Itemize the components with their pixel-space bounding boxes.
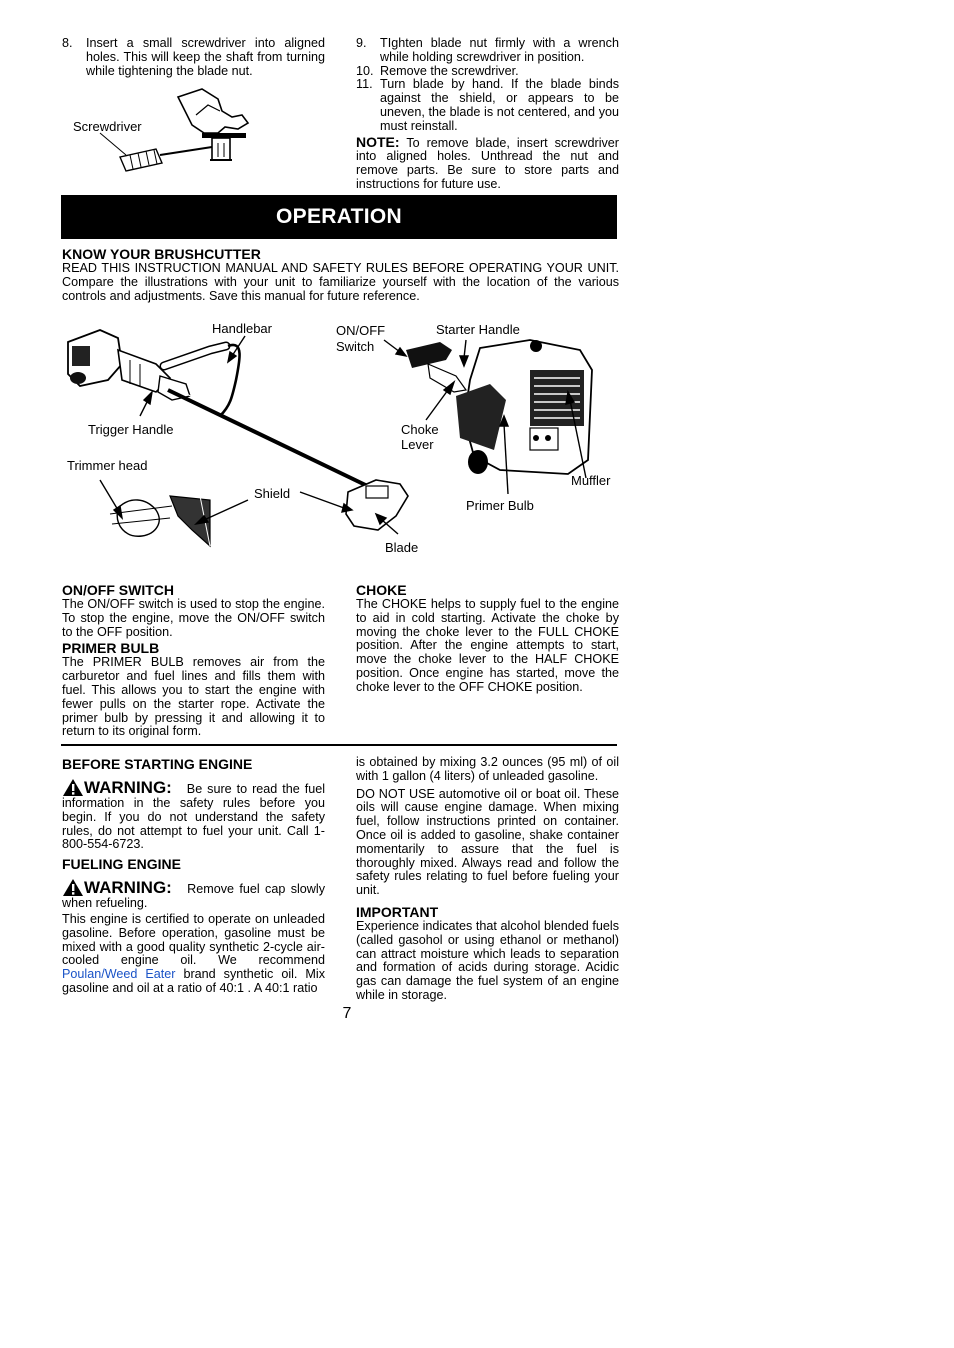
onoff-text: The ON/OFF switch is used to stop the engine. To stop the engine, move the ON/OFF switch to the OFF position. — [62, 597, 325, 639]
warning-text: Be sure to read the fuel information in the safety rules before you begin. If you do not understand the safety rules, do not attempt to fuel your unit. Call 1-800-554-6723. — [62, 782, 326, 852]
dont-use-text: DO NOT USE automotive oil or boat oil. These oils will cause engine damage. When mixing fuel, follow instructions printed on container. Once oil is added to gasoline, shake container momentarily to assure that the fuel is thoroughly mixed. Always read and follow the safety rules relating to fuel before fueling your unit. — [356, 786, 619, 898]
warning-text: Remove fuel cap slowly when refueling. — [62, 882, 325, 911]
primer-heading: PRIMER BULB — [62, 640, 160, 657]
fuel-left — [62, 756, 325, 996]
step-8 — [62, 37, 325, 78]
label-choke: Choke — [401, 422, 439, 437]
ratio-text: is obtained by mixing 3.2 ounces (95 ml) of oil with 1 gallon (4 liters) of unleaded gasoline. — [356, 755, 619, 783]
step-text: TIghten blade nut firmly with a wrench while holding screwdriver in position. — [380, 36, 619, 64]
step-number: 10. — [356, 63, 374, 78]
label-lever: Lever — [401, 437, 434, 452]
primer-text: The PRIMER BULB removes air from the carburetor and fuel lines and fills them with fuel. This allows you to start the engine with fewer pulls on the starter rope. Activate the primer bulb by pressing it and allowing it to return to its original form. — [62, 655, 325, 739]
label-primer-bulb: Primer Bulb — [466, 498, 534, 513]
brand-link[interactable]: Poulan/Weed Eater — [62, 967, 176, 982]
onoff-heading: ON/OFF SWITCH — [62, 582, 174, 598]
label-starter-handle: Starter Handle — [436, 322, 520, 337]
screwdriver-label: Screwdriver — [73, 119, 142, 134]
label-on-off: ON/OFF — [336, 323, 386, 338]
section-banner: OPERATION — [61, 195, 617, 239]
label-switch: Switch — [336, 339, 375, 354]
section-divider — [61, 744, 617, 746]
fueling-text-a: This engine is certified to operate on unleaded gasoline. Before operation, gasoline must be mixed with a good quality synthetic 2-cycle air-cooled engine oil. We recommend — [62, 911, 325, 968]
label-handlebar: Handlebar — [212, 321, 272, 336]
warning-triangle-icon — [62, 878, 84, 897]
page-number: 7 — [342, 1005, 352, 1022]
before-heading: BEFORE STARTING ENGINE — [62, 756, 253, 772]
fueling-warning — [62, 878, 325, 911]
warning-label: WARNING: — [84, 877, 172, 897]
section-text: READ THIS INSTRUCTION MANUAL AND SAFETY RULES BEFORE OPERATING YOUR UNIT. Compare the illustrations with your unit to familiarize yourself with the location of the various controls and adjustments. Save this manual for future reference. — [62, 261, 619, 303]
step-10 — [356, 65, 619, 79]
label-muffler: Muffler — [571, 473, 611, 488]
fuel-right — [356, 756, 619, 1003]
label-blade: Blade — [385, 540, 419, 555]
note-text: To remove blade, insert screwdriver into aligned holes. Unthread the nut and remove parts. Be sure to store parts and instructions for future use. — [356, 135, 619, 191]
warning-row — [62, 878, 182, 897]
warning-triangle-icon — [62, 778, 84, 797]
fueling-heading: FUELING ENGINE — [62, 856, 182, 873]
choke-section — [356, 582, 619, 695]
warning-row — [62, 778, 182, 797]
step-9 — [356, 37, 619, 65]
important-text: Experience indicates that alcohol blended fuels (called gasohol or using ethanol or methanol) can attract moisture which leads to separation and formation of acids during storage. Acidic gas can damage the fuel system of an engine while in storage. — [356, 918, 619, 1002]
step-text: Insert a small screwdriver into aligned holes. This will keep the shaft from turning while tightening the blade nut. — [86, 36, 325, 78]
section-heading: KNOW YOUR BRUSHCUTTER — [62, 246, 261, 262]
know-section — [62, 246, 619, 303]
steps-right — [356, 37, 619, 192]
note — [356, 133, 619, 192]
step-number: 8. — [62, 36, 73, 50]
step-text: Turn blade by hand. If the blade binds against the shield, or appears to be uneven, the blade is not centered, and you must reinstall. — [380, 77, 619, 133]
choke-text: The CHOKE helps to supply fuel to the engine to aid in cold starting. Activate the choke by moving the choke lever to the FULL CHOKE position. After the engine attempts to start, move the choke lever to the HALF CHOKE position. Once engine has started, move the choke lever to the OFF CHOKE position. — [356, 597, 619, 694]
choke-heading: CHOKE — [356, 582, 407, 598]
step-text: Remove the screwdriver. — [380, 63, 519, 78]
warning-label: WARNING: — [84, 777, 172, 797]
step-number: 11. — [356, 77, 373, 92]
brushcutter-diagram — [60, 320, 620, 560]
label-shield: Shield — [254, 486, 291, 501]
step-11 — [356, 78, 619, 133]
controls-left — [62, 582, 325, 739]
step-number: 9. — [356, 36, 367, 50]
note-label: NOTE: — [356, 133, 400, 150]
important-heading: IMPORTANT — [356, 903, 439, 920]
label-trigger-handle: Trigger Handle — [88, 422, 174, 437]
label-trimmer-head: Trimmer head — [67, 458, 148, 473]
fueling-text-b: brand synthetic oil. Mix gasoline and oil at a ratio of 40:1 . A 40:1 ratio — [62, 967, 325, 995]
fueling-text — [62, 913, 325, 996]
before-warning — [62, 778, 325, 852]
